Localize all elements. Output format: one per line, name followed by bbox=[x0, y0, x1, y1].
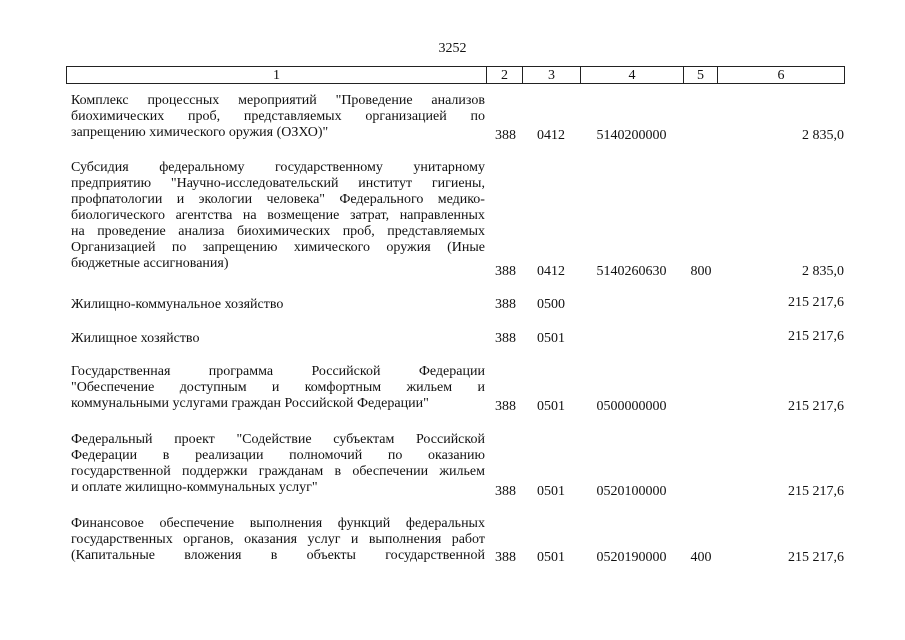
cell-expense-type: 400 bbox=[690, 550, 712, 565]
desc-line: предприятию "Научно-исследовательский институт гигиены, bbox=[71, 176, 485, 191]
cell-target-code: 0520100000 bbox=[596, 484, 667, 499]
header-col-5: 5 bbox=[684, 67, 718, 83]
cell-section-code: 0412 bbox=[537, 264, 565, 279]
desc-line: биохимических проб, представляемых организацией по bbox=[71, 109, 485, 124]
page-number: 3252 bbox=[438, 41, 467, 56]
desc-line: Жилищно-коммунальное хозяйство bbox=[71, 297, 284, 312]
desc-line: Государственная программа Российской Федерации bbox=[71, 364, 485, 379]
desc-line: Федерации в реализации полномочий по оказанию bbox=[71, 448, 485, 463]
header-col-2: 2 bbox=[487, 67, 523, 83]
cell-target-code: 0520190000 bbox=[596, 550, 667, 565]
desc-line: "Обеспечение доступным и комфортным жильем и bbox=[71, 380, 485, 395]
cell-admin-code: 388 bbox=[495, 128, 516, 143]
cell-expense-type: 800 bbox=[690, 264, 712, 279]
desc-line: Федеральный проект "Содействие субъектам Российской bbox=[71, 432, 485, 447]
cell-amount: 215 217,6 bbox=[788, 550, 844, 565]
desc-line: биологического агентства на возмещение затрат, направленных bbox=[71, 208, 485, 223]
desc-line: (Капитальные вложения в объекты государственной bbox=[71, 548, 485, 563]
cell-section-code: 0500 bbox=[537, 297, 565, 312]
row-description bbox=[71, 432, 485, 496]
desc-line: бюджетные ассигнования) bbox=[71, 256, 229, 271]
header-col-4: 4 bbox=[581, 67, 684, 83]
table-header bbox=[66, 66, 845, 84]
cell-target-code: 0500000000 bbox=[596, 399, 667, 414]
desc-line: Организацией по запрещению химического оружия (Иные bbox=[71, 240, 485, 255]
desc-line: государственной поддержки гражданам в обеспечении жильем bbox=[71, 464, 485, 479]
cell-section-code: 0501 bbox=[537, 331, 565, 346]
cell-admin-code: 388 bbox=[495, 264, 516, 279]
row-description bbox=[71, 516, 485, 564]
row-description bbox=[71, 331, 485, 347]
desc-line: запрещению химического оружия (ОЗХО)" bbox=[71, 125, 329, 140]
cell-admin-code: 388 bbox=[495, 550, 516, 565]
cell-target-code: 5140260630 bbox=[596, 264, 667, 279]
row-description bbox=[71, 364, 485, 412]
cell-target-code: 5140200000 bbox=[596, 128, 667, 143]
cell-section-code: 0412 bbox=[537, 128, 565, 143]
cell-section-code: 0501 bbox=[537, 484, 565, 499]
desc-line: Финансовое обеспечение выполнения функций федеральных bbox=[71, 516, 485, 531]
row-description bbox=[71, 160, 485, 272]
desc-line: на проведение анализа биохимических проб, представляемых bbox=[71, 224, 485, 239]
row-description bbox=[71, 93, 485, 141]
cell-amount: 215 217,6 bbox=[788, 484, 844, 499]
desc-line: Субсидия федеральному государственному унитарному bbox=[71, 160, 485, 175]
row-description bbox=[71, 297, 485, 313]
desc-line: Комплекс процессных мероприятий "Проведение анализов bbox=[71, 93, 485, 108]
cell-admin-code: 388 bbox=[495, 331, 516, 346]
cell-section-code: 0501 bbox=[537, 399, 565, 414]
cell-amount: 215 217,6 bbox=[788, 329, 844, 344]
desc-line: и оплате жилищно-коммунальных услуг" bbox=[71, 480, 318, 495]
cell-section-code: 0501 bbox=[537, 550, 565, 565]
header-col-3: 3 bbox=[523, 67, 581, 83]
cell-admin-code: 388 bbox=[495, 297, 516, 312]
header-col-1: 1 bbox=[67, 67, 487, 83]
cell-admin-code: 388 bbox=[495, 399, 516, 414]
header-col-6: 6 bbox=[777, 68, 785, 83]
desc-line: профпатологии и экологии человека" Федерального медико- bbox=[71, 192, 485, 207]
cell-admin-code: 388 bbox=[495, 484, 516, 499]
cell-amount: 2 835,0 bbox=[802, 264, 844, 279]
desc-line: коммунальными услугами граждан Российской Федерации" bbox=[71, 396, 429, 411]
cell-amount: 215 217,6 bbox=[788, 399, 844, 414]
cell-amount: 2 835,0 bbox=[802, 128, 844, 143]
cell-amount: 215 217,6 bbox=[788, 295, 844, 310]
desc-line: государственных органов, оказания услуг и выполнения работ bbox=[71, 532, 485, 547]
desc-line: Жилищное хозяйство bbox=[71, 331, 200, 346]
